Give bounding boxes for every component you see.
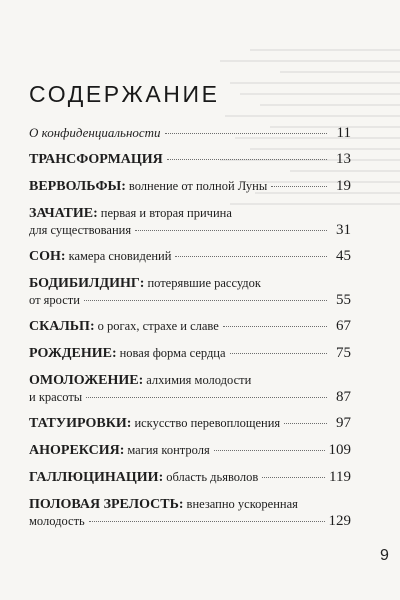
toc-entry-subtitle-continued: и красоты (29, 390, 83, 404)
toc-entry[interactable] (29, 248, 351, 265)
toc-entry-subtitle: алхимия молодости (146, 373, 252, 387)
toc-entry[interactable] (29, 372, 351, 405)
toc-entry-heading: ВЕРВОЛЬФЫ: (29, 179, 126, 194)
toc-entry[interactable] (29, 442, 351, 459)
toc-entry[interactable] (29, 151, 351, 168)
toc-page-number: 45 (336, 248, 351, 264)
toc-entry-heading: БОДИБИЛДИНГ: (29, 276, 145, 291)
toc-entry[interactable] (29, 469, 351, 486)
toc-entry-subtitle: первая и вторая причина (100, 206, 232, 220)
toc-entry[interactable] (29, 275, 351, 308)
toc-page-number: 87 (336, 389, 351, 405)
toc-page-number: 97 (336, 415, 351, 431)
toc-entry-subtitle: новая форма сердца (119, 346, 226, 360)
dot-leader (86, 397, 327, 398)
toc-page-number: 67 (336, 318, 351, 334)
toc-list (29, 125, 351, 529)
toc-entry-subtitle: искусство перевоплощения (134, 416, 281, 430)
toc-entry-heading: ЗАЧАТИЕ: (29, 206, 98, 221)
toc-page-number: 75 (336, 345, 351, 361)
dot-leader (230, 353, 327, 354)
toc-entry-subtitle-continued: для существования (29, 223, 132, 237)
toc-entry[interactable] (29, 125, 351, 141)
toc-entry-subtitle: камера сновидений (68, 249, 172, 263)
toc-page-number: 31 (336, 222, 351, 238)
toc-page-number: 13 (336, 151, 351, 167)
toc-entry-subtitle: о рогах, страхе и славе (97, 319, 219, 333)
toc-page-number: 119 (329, 469, 351, 485)
toc-entry-heading: ТАТУИРОВКИ: (29, 416, 132, 431)
toc-entry-subtitle-continued: от ярости (29, 293, 80, 307)
dot-leader (89, 521, 325, 522)
toc-entry[interactable] (29, 178, 351, 195)
dot-leader (175, 256, 327, 257)
toc-page-number: 11 (336, 125, 351, 141)
toc-page-number: 129 (328, 513, 351, 529)
toc-entry-subtitle: магия контроля (127, 443, 210, 457)
toc-entry-heading: СОН: (29, 249, 66, 264)
toc-entry-subtitle: внезапно ускоренная (186, 497, 298, 511)
toc-entry-heading: СКАЛЬП: (29, 319, 95, 334)
dot-leader (271, 186, 327, 187)
toc-entry[interactable] (29, 205, 351, 238)
dot-leader (284, 423, 327, 424)
toc-entry-heading: АНОРЕКСИЯ: (29, 443, 125, 458)
toc-entry-heading: ТРАНСФОРМАЦИЯ (29, 152, 163, 167)
toc-entry-subtitle: волнение от полной Луны (128, 179, 268, 193)
toc-title: СОДЕРЖАНИЕ (29, 81, 220, 108)
dot-leader (214, 450, 325, 451)
dot-leader (223, 326, 327, 327)
toc-entry-heading: ОМОЛОЖЕНИЕ: (29, 373, 144, 388)
dot-leader (135, 230, 327, 231)
toc-page-number: 55 (336, 292, 351, 308)
toc-entry-subtitle: потерявшие рассудок (147, 276, 261, 290)
toc-entry-subtitle-continued: молодость (29, 514, 85, 528)
toc-entry[interactable] (29, 496, 351, 529)
dot-leader (167, 159, 327, 160)
dot-leader (165, 133, 327, 134)
toc-page-number: 19 (336, 178, 351, 194)
toc-entry-title: О конфиденциальности (29, 125, 161, 140)
toc-entry[interactable] (29, 345, 351, 362)
page-number: 9 (380, 547, 389, 564)
dot-leader (262, 477, 325, 478)
dot-leader (84, 300, 327, 301)
toc-entry-heading: ПОЛОВАЯ ЗРЕЛОСТЬ: (29, 497, 184, 512)
toc-entry-subtitle: область дьяволов (166, 470, 259, 484)
toc-entry-heading: РОЖДЕНИЕ: (29, 346, 117, 361)
toc-entry[interactable] (29, 318, 351, 335)
toc-page-number: 109 (328, 442, 351, 458)
toc-entry[interactable] (29, 415, 351, 432)
toc-entry-heading: ГАЛЛЮЦИНАЦИИ: (29, 470, 164, 485)
